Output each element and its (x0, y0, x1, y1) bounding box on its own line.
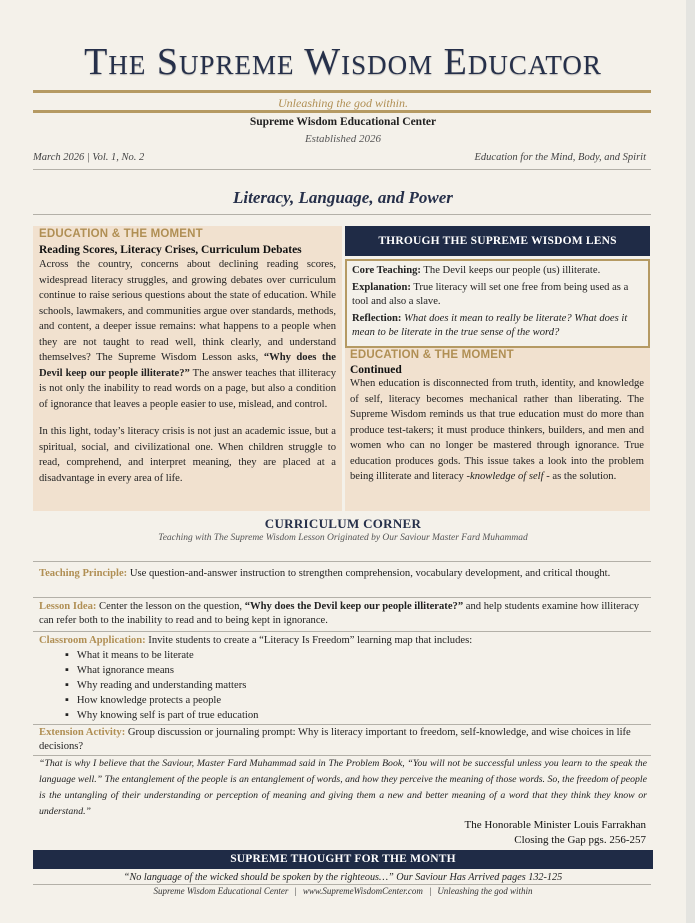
extension-activity (33, 726, 653, 754)
block-divider (33, 724, 651, 725)
lesson-question: “Why does the Devil keep our people illiterate?” (244, 601, 464, 612)
quote-attribution (465, 818, 646, 848)
thought-title-bar: SUPREME THOUGHT FOR THE MONTH (33, 850, 653, 869)
footer-separator: | (294, 886, 297, 896)
reflection (352, 312, 643, 341)
lesson-idea (33, 600, 653, 628)
article-text: Across the country, concerns about declining reading scores, widespread literacy struggles, and growing debates over curriculum continue to raise serious questions about the state of education. While schools, lawmakers, and communities argue over standards, methods, and content, a deeper issue remains: what happens to a people when they are not taught to read well, think clearly, and understand themselves? The Supreme Wisdom Lesson asks, (39, 259, 336, 363)
application-list (65, 648, 647, 723)
footer-tagline: Unleashing the god within (437, 886, 533, 896)
section-heading: EDUCATION & THE MOMENT (39, 228, 203, 240)
issue-info: March 2026 | Vol. 1, No. 2 (33, 152, 145, 163)
footer-separator: | (428, 886, 432, 896)
article-paragraph (39, 257, 336, 412)
footer-org: Supreme Wisdom Educational Center (153, 886, 289, 896)
lesson-idea-text: Center the lesson on the question, (96, 601, 245, 612)
article-text: When education is disconnected from truth, identity, and knowledge of self, literacy becomes mechanical rather than liberating. The Supreme Wisdom reminds us that true education must do more than produce test-takers; it must produce thinkers, builders, and men and women who can no longer be mastered through ignorance. True education produces gods. This issue takes a look into the problem being illiterate and literacy - (350, 378, 644, 482)
tagline-rule (33, 110, 651, 113)
core-teaching-label: Core Teaching: (352, 265, 421, 276)
headline-divider (33, 214, 651, 215)
curriculum-subheading: Teaching with The Supreme Wisdom Lesson Originated by Our Saviour Master Fard Muhammad (158, 533, 528, 543)
extension-text: Group discussion or journaling prompt: Why is literacy important to freedom, self-knowledge, and wise choices in life decisions? (39, 727, 631, 752)
masthead-title: The Supreme Wisdom Educator (84, 41, 602, 83)
footer (0, 886, 686, 896)
explanation (352, 281, 643, 310)
teaching-principle-text: Use question-and-answer instruction to strengthen comprehension, vocabulary development, and critical thought. (127, 568, 611, 579)
education-moment-section (33, 226, 342, 511)
teaching-principle-label: Teaching Principle: (39, 568, 128, 579)
block-divider (33, 597, 651, 598)
footer-divider (33, 884, 651, 885)
reflection-text: What does it mean to really be literate? What does it mean to be literate in the true sense of the word? (352, 312, 628, 338)
extension-label: Extension Activity: (39, 727, 126, 738)
farrakhan-quote: “That is why I believe that the Saviour, Master Fard Muhammad said in The Problem Book, “You will not be successful unless you learn to the speak the language well.” The entanglement of the people is an entanglement of words, and how they perceive the meaning of those words. So, the freedom of people is the untangling of their understanding or perception of meaning and giving them a new and better meaning of a word that they think they know or understand.” (39, 758, 647, 817)
quote-source: Closing the Gap pgs. 256-257 (514, 834, 646, 846)
application-intro (39, 634, 647, 648)
lens-box (345, 259, 650, 348)
list-item: ▪ How knowledge protects a people (65, 693, 647, 708)
teaching-principle (33, 567, 653, 581)
core-teaching-text: The Devil keeps our people (us) illiterate. (420, 265, 601, 276)
application-text: Invite students to create a “Literacy Is Freedom” learning map that includes: (145, 635, 473, 646)
curriculum-divider (33, 561, 651, 562)
issue-divider (33, 169, 651, 170)
list-item: ▪ Why reading and understanding matters (65, 678, 647, 693)
issue-motto: Education for the Mind, Body, and Spirit (474, 152, 646, 163)
list-item: ▪ What it means to be literate (65, 648, 647, 663)
list-item: ▪ What ignorance means (65, 663, 647, 678)
quote-author: The Honorable Minister Louis Farrakhan (464, 819, 646, 831)
lens-title-bar: THROUGH THE SUPREME WISDOM LENS (345, 226, 650, 256)
article-paragraph: In this light, today’s literacy crisis is not just an academic issue, but a spiritual, social, and civilizational one. When children struggle to read, comprehend, and interpret meaning, they are placed at a disadvantage in every area of life. (39, 426, 336, 484)
section-heading: EDUCATION & THE MOMENT (350, 349, 514, 361)
lesson-idea-label: Lesson Idea: (39, 601, 97, 612)
curriculum-heading: CURRICULUM CORNER (264, 516, 422, 531)
footer-website: www.SupremeWisdomCenter.com (302, 886, 423, 896)
reflection-label: Reflection: (352, 312, 402, 324)
block-divider (33, 631, 651, 632)
knowledge-of-self: knowledge of self (470, 471, 544, 482)
application-label: Classroom Application: (39, 635, 146, 646)
thought-text: “No language of the wicked should be spoken by the righteous…” Our Saviour Has Arrived pages 132-125 (123, 872, 563, 883)
established-date: Established 2026 (304, 133, 382, 145)
article-text: The answer teaches that illiteracy is not only the inability to read words on a page, but also a condition of ignorance that leaves a people easier to use, mislead, and control. (39, 367, 336, 410)
explanation-text: True literacy will set one free from being used as a tool and also a slave. (352, 281, 629, 307)
article-text: - as the solution. (543, 471, 617, 482)
issue-headline: Literacy, Language, and Power (233, 188, 453, 207)
article-paragraph (350, 376, 644, 485)
lesson-idea-text: and help students examine how illiteracy can refer both to the inability to read and to being kept in ignorance. (39, 601, 640, 626)
masthead-rule (33, 90, 651, 93)
explanation-label: Explanation: (352, 281, 411, 293)
education-moment-continued (345, 348, 650, 511)
core-teaching (352, 264, 643, 279)
classroom-application (33, 634, 653, 723)
section-subheading: Reading Scores, Literacy Crises, Curriculum Debates (39, 244, 302, 256)
tagline: Unleashing the god within. (278, 96, 408, 110)
center-name: Supreme Wisdom Educational Center (249, 116, 437, 128)
section-subheading: Continued (350, 364, 402, 376)
lesson-question: “Why does the Devil keep our people illiterate?” (39, 352, 336, 379)
list-item: ▪ Why knowing self is part of true education (65, 708, 647, 723)
